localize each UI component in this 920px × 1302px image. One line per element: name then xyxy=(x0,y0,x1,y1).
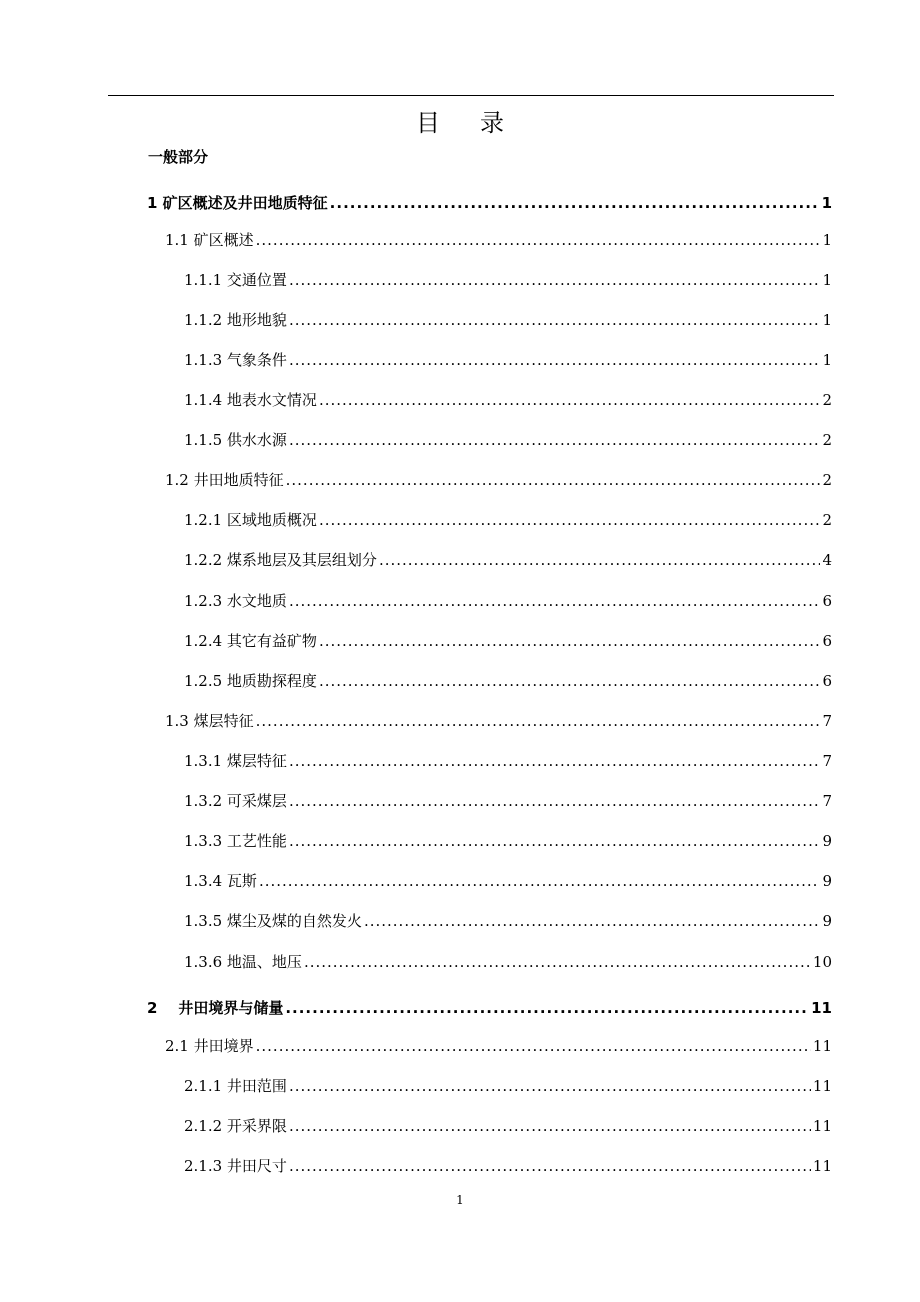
toc-entry-subsection[interactable] xyxy=(184,269,832,291)
toc-entry-label: 1.3.1 煤层特征 xyxy=(184,752,287,770)
toc-entry-page: 2 xyxy=(822,511,832,529)
toc-entry-page: 1 xyxy=(822,271,832,289)
toc-entry-subsection[interactable] xyxy=(184,910,832,932)
toc-leader-dots xyxy=(289,429,821,451)
toc-entry-section[interactable] xyxy=(165,229,832,251)
toc-entry-label: 2.1.3 井田尺寸 xyxy=(184,1157,287,1175)
toc-entry-section[interactable] xyxy=(165,1035,832,1057)
toc-entry-page: 1 xyxy=(822,231,832,249)
toc-entry-subsection[interactable] xyxy=(184,1075,832,1097)
toc-entry-page: 6 xyxy=(822,672,832,690)
toc-entry-label: 1.2.5 地质勘探程度 xyxy=(184,672,317,690)
toc-entry-label: 1.1.5 供水水源 xyxy=(184,431,287,449)
toc-entry-label: 1.1 矿区概述 xyxy=(165,231,254,249)
toc-entry-page: 7 xyxy=(822,752,832,770)
toc-entry-label: 1.3.5 煤尘及煤的自然发火 xyxy=(184,912,362,930)
toc-entry-section[interactable] xyxy=(165,710,832,732)
toc-leader-dots xyxy=(289,1155,811,1177)
toc-entry-subsection[interactable] xyxy=(184,509,832,531)
toc-entry-page: 1 xyxy=(821,194,832,212)
toc-entry-subsection[interactable] xyxy=(184,590,832,612)
toc-entry-page: 2 xyxy=(822,431,832,449)
toc-entry-subsection[interactable] xyxy=(184,951,832,973)
toc-entry-page: 9 xyxy=(822,832,832,850)
toc-leader-dots xyxy=(319,509,821,531)
header-rule xyxy=(108,95,834,96)
toc-entry-label: 1.3.4 瓦斯 xyxy=(184,872,257,890)
toc-leader-dots xyxy=(256,710,821,732)
toc-entry-page: 7 xyxy=(822,792,832,810)
toc-leader-dots xyxy=(319,670,821,692)
toc-leader-dots xyxy=(289,790,821,812)
toc-entry-label: 1.1.2 地形地貌 xyxy=(184,311,287,329)
toc-entry-label: 1.1.3 气象条件 xyxy=(184,351,287,369)
toc-entry-label: 1.2.1 区域地质概况 xyxy=(184,511,317,529)
toc-entry-page: 2 xyxy=(822,391,832,409)
toc-entry-page: 9 xyxy=(822,912,832,930)
toc-entry-chapter[interactable] xyxy=(147,997,832,1019)
toc-entry-label: 1.2.3 水文地质 xyxy=(184,592,287,610)
toc-entry-page: 6 xyxy=(822,632,832,650)
toc-entry-label: 1.2 井田地质特征 xyxy=(165,471,284,489)
toc-leader-dots xyxy=(256,229,821,251)
toc-leader-dots xyxy=(330,192,820,214)
toc-entry-label: 1.3 煤层特征 xyxy=(165,712,254,730)
toc-leader-dots xyxy=(289,1115,811,1137)
toc-leader-dots xyxy=(289,349,821,371)
toc-entry-label: 2.1.1 井田范围 xyxy=(184,1077,287,1095)
toc-entry-page: 11 xyxy=(812,1117,832,1135)
toc-entry-subsection[interactable] xyxy=(184,830,832,852)
toc-leader-dots xyxy=(289,830,821,852)
toc-leader-dots xyxy=(289,750,821,772)
toc-leader-dots xyxy=(379,549,821,571)
toc-leader-dots xyxy=(304,951,811,973)
page-number: 1 xyxy=(456,1193,464,1207)
toc-entry-label: 1.1.1 交通位置 xyxy=(184,271,287,289)
toc-entry-page: 1 xyxy=(822,351,832,369)
toc-entry-subsection[interactable] xyxy=(184,389,832,411)
toc-entry-page: 10 xyxy=(812,953,832,971)
toc-entry-subsection[interactable] xyxy=(184,1155,832,1177)
toc-entry-subsection[interactable] xyxy=(184,349,832,371)
toc-entry-subsection[interactable] xyxy=(184,1115,832,1137)
toc-entry-page: 6 xyxy=(822,592,832,610)
toc-leader-dots xyxy=(319,630,821,652)
toc-entry-subsection[interactable] xyxy=(184,790,832,812)
toc-entry-label: 2.1.2 开采界限 xyxy=(184,1117,287,1135)
toc-entry-page: 2 xyxy=(822,471,832,489)
toc-leader-dots xyxy=(364,910,821,932)
toc-entry-label: 1.2.4 其它有益矿物 xyxy=(184,632,317,650)
toc-entry-label: 2 井田境界与储量 xyxy=(147,999,284,1017)
toc-leader-dots xyxy=(259,870,821,892)
toc-entry-page: 9 xyxy=(822,872,832,890)
toc-leader-dots xyxy=(289,269,821,291)
section-heading: 一般部分 xyxy=(148,148,209,166)
toc-entry-subsection[interactable] xyxy=(184,750,832,772)
toc-entry-page: 11 xyxy=(812,1037,832,1055)
toc-entry-section[interactable] xyxy=(165,469,832,491)
toc-entry-subsection[interactable] xyxy=(184,630,832,652)
page-title: 目录 xyxy=(416,109,544,137)
toc-entry-subsection[interactable] xyxy=(184,870,832,892)
toc-entry-subsection[interactable] xyxy=(184,670,832,692)
toc-entry-label: 1.1.4 地表水文情况 xyxy=(184,391,317,409)
toc-entry-page: 1 xyxy=(822,311,832,329)
toc-leader-dots xyxy=(289,309,821,331)
toc-leader-dots xyxy=(285,997,809,1019)
toc-leader-dots xyxy=(289,590,821,612)
toc-entry-page: 7 xyxy=(822,712,832,730)
toc-entry-label: 1.3.6 地温、地压 xyxy=(184,953,302,971)
toc-entry-chapter[interactable] xyxy=(147,192,832,214)
toc-leader-dots xyxy=(286,469,821,491)
toc-entry-subsection[interactable] xyxy=(184,309,832,331)
toc-entry-label: 1.3.3 工艺性能 xyxy=(184,832,287,850)
toc-entry-subsection[interactable] xyxy=(184,549,832,571)
toc-entry-label: 1.3.2 可采煤层 xyxy=(184,792,287,810)
toc-entry-page: 11 xyxy=(811,999,832,1017)
toc-entry-label: 2.1 井田境界 xyxy=(165,1037,254,1055)
toc-entry-label: 1 矿区概述及井田地质特征 xyxy=(147,194,328,212)
toc-entry-page: 11 xyxy=(812,1077,832,1095)
toc-leader-dots xyxy=(319,389,821,411)
toc-entry-label: 1.2.2 煤系地层及其层组划分 xyxy=(184,551,377,569)
toc-entry-page: 4 xyxy=(822,551,832,569)
toc-leader-dots xyxy=(256,1035,811,1057)
toc-leader-dots xyxy=(289,1075,811,1097)
toc-entry-page: 11 xyxy=(812,1157,832,1175)
toc-entry-subsection[interactable] xyxy=(184,429,832,451)
